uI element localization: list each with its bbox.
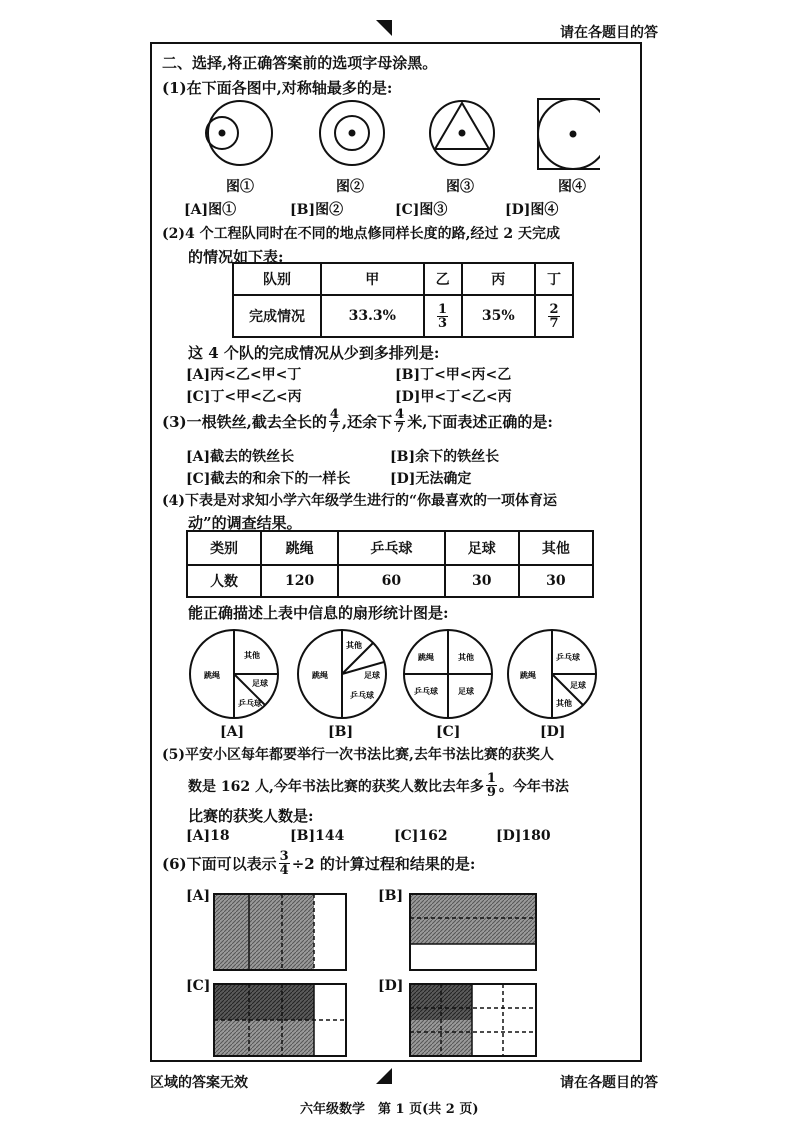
q2-table <box>232 262 574 338</box>
q4-stem-line2: 动”的调查结果。 <box>188 514 302 532</box>
pie-a-label-pingpong: 乒乓球 <box>238 699 262 708</box>
q6-option-b[interactable]: [B] <box>378 888 404 904</box>
pie-c <box>404 630 492 718</box>
figure-4-label: 图④ <box>558 179 586 195</box>
top-registration-mark <box>376 20 392 36</box>
table-header: 丙 <box>462 263 535 295</box>
diagram-c <box>214 984 346 1056</box>
q3-option-d[interactable]: [D]无法确定 <box>390 471 472 487</box>
q4-option-a[interactable]: [A] <box>220 724 245 740</box>
q4-option-c[interactable]: [C] <box>436 724 461 740</box>
table-cell: $\frac{1}{3}$ <box>424 295 462 337</box>
pie-d-label-football: 足球 <box>570 681 586 690</box>
figure-1-label: 图① <box>226 179 254 195</box>
footer-page-number: 六年级数学 第 1 页(共 2 页) <box>300 1102 479 1117</box>
q4-table <box>186 530 594 598</box>
q2-option-d[interactable]: [D]甲<丁<乙<丙 <box>395 389 512 405</box>
table-header: 其他 <box>519 531 593 565</box>
pie-b-label-football: 足球 <box>364 671 380 680</box>
q6-option-a[interactable]: [A] <box>186 888 211 904</box>
table-header: 甲 <box>321 263 424 295</box>
table-header: 队别 <box>233 263 321 295</box>
pie-c-label-pingpong: 乒乓球 <box>414 687 438 696</box>
pie-b-label-other: 其他 <box>346 641 362 650</box>
table-header: 足球 <box>445 531 519 565</box>
pie-b-label-jump: 跳绳 <box>312 671 328 680</box>
table-header: 乒乓球 <box>338 531 445 565</box>
q2-stem-line1: (2)4 个工程队同时在不同的地点修同样长度的路,经过 2 天完成 <box>162 226 560 242</box>
table-header: 跳绳 <box>261 531 338 565</box>
table-header: 类别 <box>187 531 261 565</box>
fraction: $\frac{4}{7}$ <box>329 407 339 436</box>
table-cell: 35% <box>462 295 535 337</box>
q5-stem-line1: (5)平安小区每年都要举行一次书法比赛,去年书法比赛的获奖人 <box>162 747 554 763</box>
footer-right-text: 请在各题目的答 <box>560 1075 658 1091</box>
section-title: 二、选择,将正确答案前的选项字母涂黑。 <box>162 54 438 72</box>
q5-option-a[interactable]: [A]18 <box>186 828 230 844</box>
table-cell: 30 <box>445 565 519 597</box>
header-right-text: 请在各题目的答 <box>560 25 658 41</box>
q1-option-d[interactable]: [D]图④ <box>505 202 559 218</box>
q6-option-c[interactable]: [C] <box>186 978 211 994</box>
figure-4 <box>538 99 600 169</box>
q6-stem: (6)下面可以表示 $\frac{3}{4}$ ÷2 的计算过程和结果的是: <box>162 849 476 878</box>
pie-c-label-football: 足球 <box>458 687 474 696</box>
figure-1 <box>206 101 272 165</box>
pie-b-label-pingpong: 乒乓球 <box>350 691 374 700</box>
q1-option-c[interactable]: [C]图③ <box>395 202 448 218</box>
q4-question: 能正确描述上表中信息的扇形统计图是: <box>188 604 449 622</box>
table-cell: $\frac{2}{7}$ <box>535 295 573 337</box>
q4-option-d[interactable]: [D] <box>540 724 566 740</box>
figure-3 <box>430 101 494 165</box>
q6-diagrams <box>200 888 560 1058</box>
q3-option-b[interactable]: [B]余下的铁丝长 <box>390 449 500 465</box>
q3-option-c[interactable]: [C]截去的和余下的一样长 <box>186 471 351 487</box>
q2-question: 这 4 个队的完成情况从少到多排列是: <box>188 344 440 362</box>
table-cell: 33.3% <box>321 295 424 337</box>
q2-stem-line2: 的情况如下表: <box>188 248 284 266</box>
footer-left-text: 区域的答案无效 <box>150 1075 248 1091</box>
pie-c-label-jump: 跳绳 <box>418 653 434 662</box>
table-cell: 120 <box>261 565 338 597</box>
table-row-label: 完成情况 <box>233 295 321 337</box>
q3-option-a[interactable]: [A]截去的铁丝长 <box>186 449 295 465</box>
q2-option-a[interactable]: [A]丙<乙<甲<丁 <box>186 367 302 383</box>
q2-option-b[interactable]: [B]丁<甲<丙<乙 <box>395 367 512 383</box>
q2-option-c[interactable]: [C]丁<甲<乙<丙 <box>186 389 302 405</box>
q1-figures <box>200 95 600 175</box>
table-row-label: 人数 <box>187 565 261 597</box>
q1-stem: (1)在下面各图中,对称轴最多的是: <box>162 79 393 97</box>
q1-option-a[interactable]: [A]图① <box>184 202 237 218</box>
fraction: $\frac{4}{7}$ <box>395 407 405 436</box>
q5-option-c[interactable]: [C]162 <box>394 828 448 844</box>
q3-stem: (3)一根铁丝,截去全长的 $\frac{4}{7}$ ,还余下 $\frac{4}{7}$ 米,下面表述正确的是: <box>162 407 553 436</box>
q1-option-b[interactable]: [B]图② <box>290 202 344 218</box>
pie-a-label-other: 其他 <box>244 651 260 660</box>
pie-d-label-other: 其他 <box>556 699 572 708</box>
table-cell: 60 <box>338 565 445 597</box>
q4-stem-line1: (4)下表是对求知小学六年级学生进行的“你最喜欢的一项体育运 <box>162 493 558 509</box>
pie-d-label-jump: 跳绳 <box>520 671 536 680</box>
q5-stem-line3: 比赛的获奖人数是: <box>188 807 314 825</box>
table-header: 乙 <box>424 263 462 295</box>
q5-stem-line2: 数是 162 人,今年书法比赛的获奖人数比去年多 $\frac{1}{9}$ 。今年书法 <box>188 771 569 800</box>
q5-option-b[interactable]: [B]144 <box>290 828 345 844</box>
figure-2-label: 图② <box>336 179 364 195</box>
fraction: $\frac{1}{9}$ <box>486 771 496 800</box>
q6-option-d[interactable]: [D] <box>378 978 404 994</box>
fraction: $\frac{3}{4}$ <box>279 849 289 878</box>
diagram-d <box>410 984 536 1056</box>
figure-3-label: 图③ <box>446 179 474 195</box>
pie-a-label-football: 足球 <box>252 679 268 688</box>
diagram-b <box>410 894 536 970</box>
pie-c-label-other: 其他 <box>458 653 474 662</box>
diagram-a <box>214 894 346 970</box>
q4-option-b[interactable]: [B] <box>328 724 354 740</box>
pie-d-label-pingpong: 乒乓球 <box>556 653 580 662</box>
figure-2 <box>320 101 384 165</box>
q5-option-d[interactable]: [D]180 <box>496 828 551 844</box>
table-cell: 30 <box>519 565 593 597</box>
table-header: 丁 <box>535 263 573 295</box>
bottom-registration-mark <box>376 1068 392 1084</box>
q4-pie-charts <box>186 626 606 726</box>
pie-a-label-jump: 跳绳 <box>204 671 220 680</box>
